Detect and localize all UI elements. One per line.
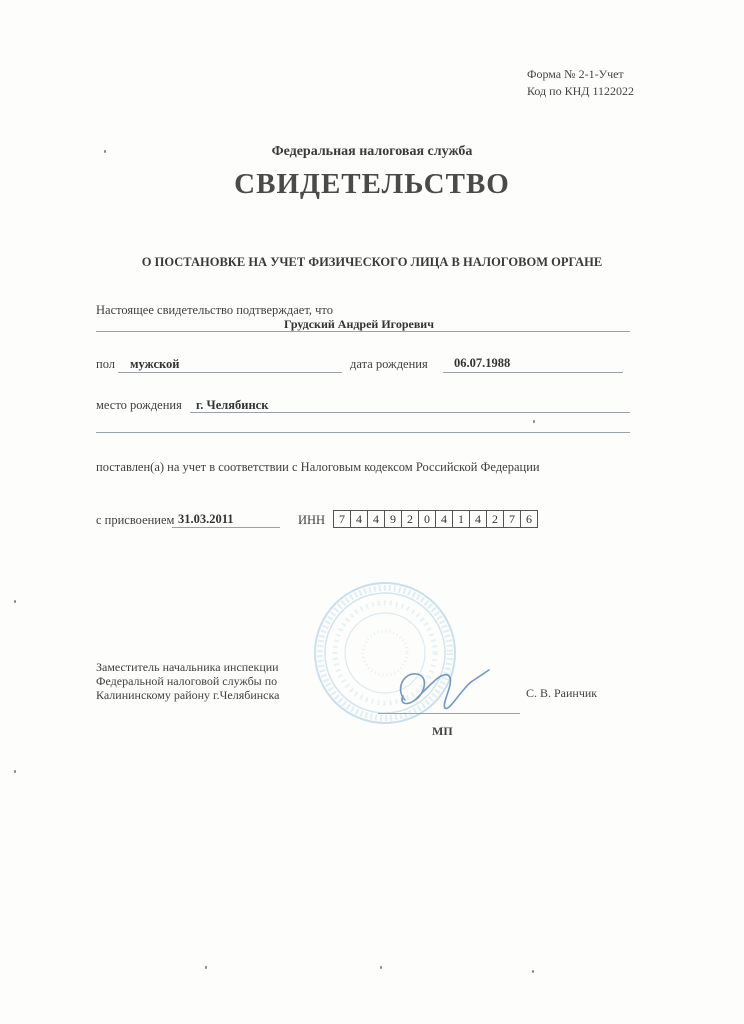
birth-place-underline xyxy=(190,412,630,413)
inn-digit: 7 xyxy=(333,510,351,528)
assignment-date-label: с присвоением xyxy=(96,513,175,527)
scan-mark xyxy=(533,420,535,423)
inn-digit: 4 xyxy=(367,510,385,528)
scan-mark xyxy=(205,966,207,969)
inn-digit: 1 xyxy=(452,510,470,528)
inn-digit: 0 xyxy=(418,510,436,528)
document-subtitle: О ПОСТАНОВКЕ НА УЧЕТ ФИЗИЧЕСКОГО ЛИЦА В НАЛОГОВОМ ОРГАНЕ xyxy=(141,255,603,269)
birth-date-underline xyxy=(443,372,623,373)
signature xyxy=(385,660,505,720)
signatory-position-line2: Федеральной налоговой службы по xyxy=(96,674,278,688)
gender-value: мужской xyxy=(130,357,180,371)
gender-underline xyxy=(118,372,342,373)
full-name-underline xyxy=(96,331,630,332)
signatory-position-line3: Калининскому району г.Челябинска xyxy=(96,688,280,702)
form-number: Форма № 2-1-Учет xyxy=(527,67,624,81)
gender-label: пол xyxy=(96,357,116,371)
inn-digit: 9 xyxy=(384,510,402,528)
birth-date-value: 06.07.1988 xyxy=(454,356,511,370)
inn-digit: 4 xyxy=(350,510,368,528)
scan-mark xyxy=(14,600,16,603)
signatory-name: С. В. Раинчик xyxy=(526,686,598,700)
agency-name: Федеральная налоговая служба xyxy=(271,144,473,159)
scan-mark xyxy=(532,970,534,973)
inn-boxes xyxy=(333,510,537,528)
registered-text: поставлен(а) на учет в соответствии с Налоговым кодексом Российской Федерации xyxy=(96,460,540,474)
inn-digit: 7 xyxy=(503,510,521,528)
signatory-position-line1: Заместитель начальника инспекции xyxy=(96,660,279,674)
birth-place-value: г. Челябинск xyxy=(196,398,269,412)
inn-label: ИНН xyxy=(298,513,326,527)
signatory-position xyxy=(96,660,296,702)
scan-mark xyxy=(380,966,382,969)
inn-digit: 2 xyxy=(486,510,504,528)
inn-digit: 4 xyxy=(469,510,487,528)
inn-digit: 2 xyxy=(401,510,419,528)
birth-place-underline-2 xyxy=(96,432,630,433)
inn-digit: 4 xyxy=(435,510,453,528)
assignment-date-underline xyxy=(172,527,280,528)
scan-mark xyxy=(14,770,16,773)
knd-code: Код по КНД 1122022 xyxy=(527,84,634,98)
birth-place-label: место рождения xyxy=(96,398,182,412)
certifies-text: Настоящее свидетельство подтверждает, что xyxy=(96,303,333,317)
signature-underline xyxy=(378,713,520,714)
full-name: Грудский Андрей Игоревич xyxy=(284,317,434,331)
document-title: СВИДЕТЕЛЬСТВО xyxy=(234,168,510,200)
seal-label: МП xyxy=(432,724,453,738)
inn-digit: 6 xyxy=(520,510,538,528)
birth-date-label: дата рождения xyxy=(350,357,428,371)
scan-mark xyxy=(104,150,106,153)
assignment-date-value: 31.03.2011 xyxy=(178,512,234,526)
